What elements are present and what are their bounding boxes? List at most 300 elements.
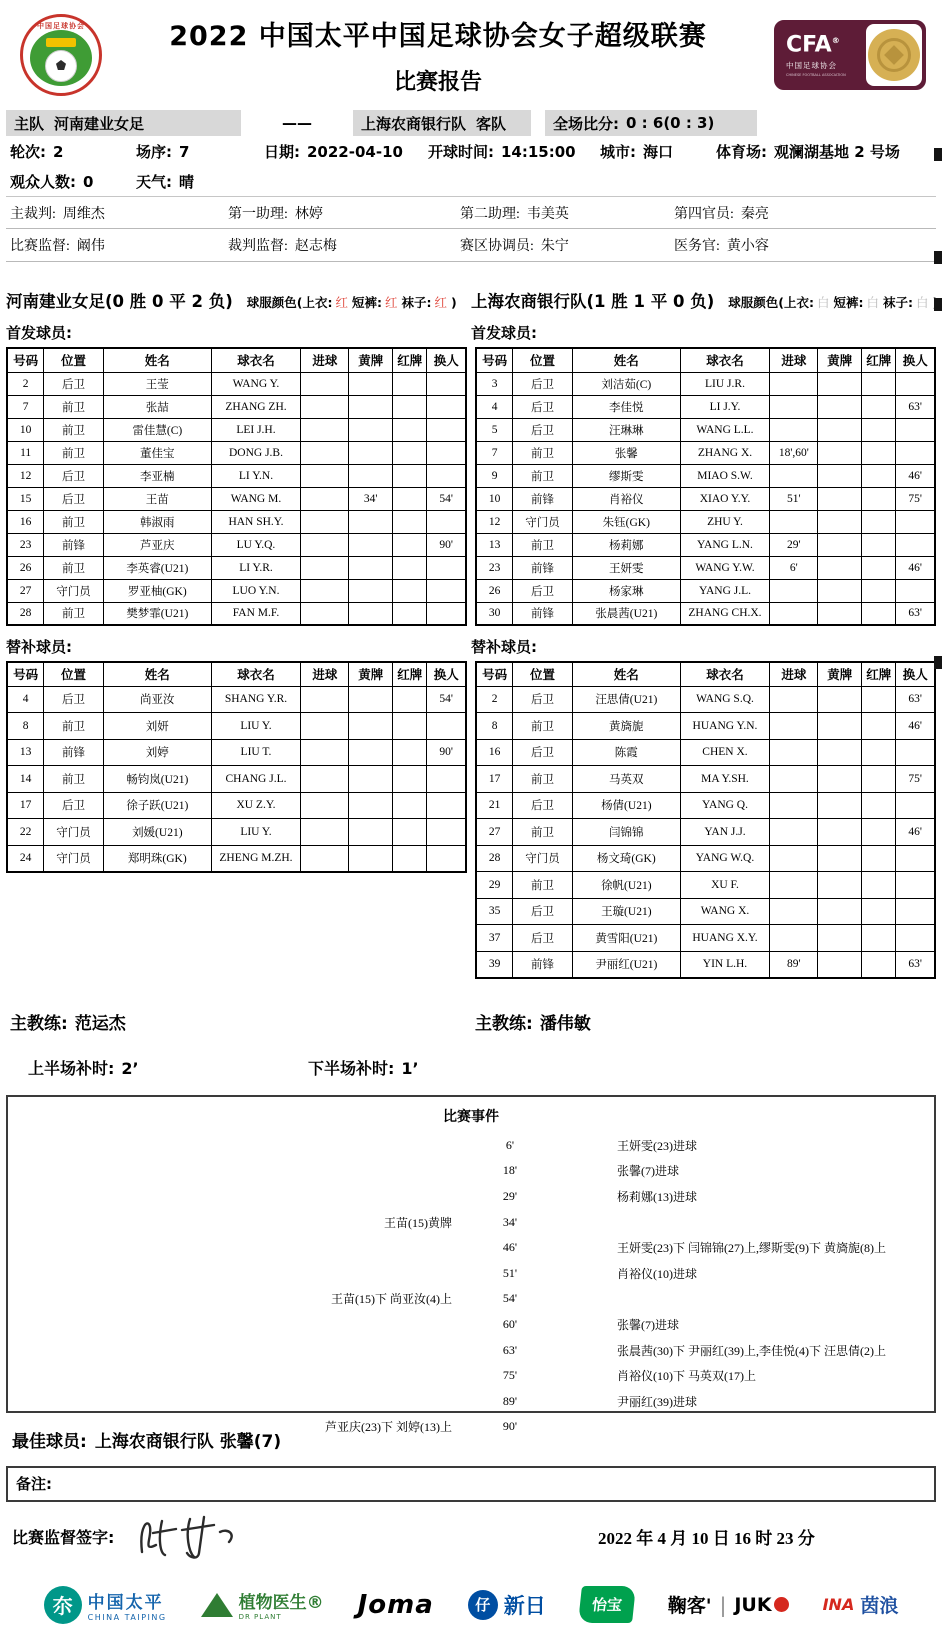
cell-red	[862, 395, 896, 418]
cell-red	[862, 819, 896, 846]
event-minute: 34'	[502, 1214, 518, 1229]
player-row	[476, 686, 935, 713]
cell-name: 张馨	[572, 441, 680, 464]
cell-no: 23	[7, 533, 44, 556]
player-row	[476, 819, 935, 846]
sponsor-strip	[6, 1574, 936, 1636]
cell-yellow	[349, 418, 393, 441]
china-fa-badge-icon	[20, 14, 102, 96]
cell-sub	[896, 418, 935, 441]
cell-goal	[770, 792, 818, 819]
away-label: 客队	[476, 114, 507, 133]
cell-red	[862, 441, 896, 464]
cell-sub	[427, 441, 466, 464]
cell-yellow	[349, 579, 393, 602]
cell-sub: 63'	[896, 951, 935, 978]
cell-jersey: WANG M.	[211, 487, 301, 510]
cell-jersey: MIAO S.W.	[680, 464, 770, 487]
home-team-header	[6, 288, 471, 312]
cell-sub	[896, 872, 935, 899]
cell-yellow	[349, 556, 393, 579]
cell-pos: 守门员	[513, 845, 573, 872]
cell-red	[862, 579, 896, 602]
cell-sub	[896, 739, 935, 766]
cell-name: 朱钰(GK)	[572, 510, 680, 533]
cell-name: 郑明珠(GK)	[103, 845, 211, 872]
events-list	[8, 1133, 934, 1440]
joma-wordmark: Joma	[357, 1589, 434, 1620]
event-row	[8, 1133, 934, 1159]
cell-red	[862, 845, 896, 872]
event-away: 肖裕仪(10)下 马英双(17)上	[617, 1369, 756, 1384]
cell-jersey: XU F.	[680, 872, 770, 899]
cell-jersey: WANG S.Q.	[680, 686, 770, 713]
player-row	[7, 792, 466, 819]
cell-name: 张晨茜(U21)	[572, 602, 680, 625]
cell-no: 14	[7, 766, 44, 793]
cell-name: 王苗	[103, 487, 211, 510]
cell-name: 芦亚庆	[103, 533, 211, 556]
cfa-rose-panel	[866, 24, 922, 86]
cell-sub	[896, 579, 935, 602]
cell-yellow	[818, 556, 862, 579]
cell-jersey: ZHANG ZH.	[211, 395, 301, 418]
home-team-name: 河南建业女足	[54, 114, 145, 133]
cell-red	[393, 487, 427, 510]
cell-name: 韩淑雨	[103, 510, 211, 533]
player-row	[476, 766, 935, 793]
subs-tables	[6, 661, 936, 979]
event-minute: 46'	[502, 1240, 518, 1255]
score-bar	[545, 110, 757, 136]
match-number: 场序: 7	[136, 142, 190, 161]
cell-red	[393, 464, 427, 487]
cell-sub: 46'	[896, 713, 935, 740]
golden-rose-icon	[868, 29, 920, 81]
cell-goal	[770, 418, 818, 441]
cell-name: 杨家琳	[572, 579, 680, 602]
cell-jersey: YAN J.J.	[680, 819, 770, 846]
signature-label: 比赛监督签字:	[12, 1528, 115, 1547]
drplant-en: DR PLANT	[238, 1613, 282, 1621]
event-minute: 75'	[502, 1368, 518, 1383]
cell-sub: 75'	[896, 487, 935, 510]
yibao-flag: 怡宝	[578, 1586, 636, 1623]
cell-goal	[301, 510, 349, 533]
player-row	[7, 602, 466, 625]
cell-no: 12	[7, 464, 44, 487]
column-header: 球衣名	[211, 348, 301, 372]
cell-sub	[427, 418, 466, 441]
cell-yellow	[818, 739, 862, 766]
cell-yellow	[349, 533, 393, 556]
cell-name: 黄雪阳(U21)	[572, 925, 680, 952]
cell-red	[393, 713, 427, 740]
event-away: 张馨(7)进球	[617, 1317, 679, 1332]
cell-red	[393, 533, 427, 556]
event-minute: 54'	[502, 1291, 518, 1306]
kickoff-time: 开球时间: 14:15:00	[428, 142, 576, 161]
sponsor-logo-xinri	[468, 1590, 546, 1620]
column-header: 黄牌	[349, 348, 393, 372]
player-row	[476, 925, 935, 952]
cell-no: 35	[476, 898, 513, 925]
cell-jersey: YANG Q.	[680, 792, 770, 819]
cell-goal	[301, 713, 349, 740]
cell-pos: 前锋	[513, 487, 573, 510]
cell-pos: 前卫	[513, 766, 573, 793]
badge-arc-text: 中国足球协会	[37, 22, 85, 30]
event-away: 王妍雯(23)下 闫锦锦(27)上,缪斯雯(9)下 黄旖旎(8)上	[617, 1241, 886, 1256]
cell-jersey: LI J.Y.	[680, 395, 770, 418]
stadium: 体育场: 观澜湖基地 2 号场	[716, 142, 900, 161]
cell-jersey: FAN M.F.	[211, 602, 301, 625]
cell-pos: 后卫	[513, 579, 573, 602]
cell-goal	[301, 487, 349, 510]
column-header: 号码	[476, 662, 513, 686]
cell-name: 马英双	[572, 766, 680, 793]
cell-jersey: ZHANG CH.X.	[680, 602, 770, 625]
event-row	[8, 1184, 934, 1210]
cell-no: 8	[476, 713, 513, 740]
cell-goal	[301, 372, 349, 395]
cell-sub: 63'	[896, 395, 935, 418]
event-minute: 51'	[502, 1265, 518, 1280]
cell-jersey: CHEN X.	[680, 739, 770, 766]
away-team-name: 上海农商银行队	[361, 114, 467, 133]
match-events-box	[6, 1095, 936, 1435]
sponsor-logo-juke	[668, 1591, 789, 1618]
commissioner-signature	[132, 1508, 272, 1566]
column-header: 换人	[896, 662, 935, 686]
player-row	[7, 487, 466, 510]
cell-goal: 18',60'	[770, 441, 818, 464]
player-row	[476, 872, 935, 899]
score-label: 全场比分:	[553, 114, 619, 133]
player-row	[476, 739, 935, 766]
cell-goal	[301, 819, 349, 846]
cell-sub	[427, 766, 466, 793]
team-headers	[6, 288, 936, 312]
cell-pos: 前卫	[513, 819, 573, 846]
home-team-record: 河南建业女足(0 胜 0 平 2 负)	[6, 292, 233, 311]
cell-jersey: LI Y.R.	[211, 556, 301, 579]
cell-pos: 前卫	[513, 464, 573, 487]
cell-name: 王妍雯	[572, 556, 680, 579]
cell-goal: 29'	[770, 533, 818, 556]
signature-section	[6, 1508, 936, 1566]
cell-red	[862, 713, 896, 740]
player-row	[476, 898, 935, 925]
ina-en: INA	[822, 1595, 855, 1614]
cell-red	[393, 602, 427, 625]
match-commissioner: 比赛监督: 阚伟	[10, 239, 105, 254]
cell-yellow	[818, 686, 862, 713]
cell-red	[862, 418, 896, 441]
report-titles	[102, 14, 774, 96]
cell-no: 5	[476, 418, 513, 441]
cell-yellow	[818, 925, 862, 952]
cell-pos: 守门员	[513, 510, 573, 533]
cell-goal	[770, 372, 818, 395]
cell-pos: 前卫	[44, 441, 104, 464]
player-row	[7, 441, 466, 464]
cell-no: 3	[476, 372, 513, 395]
event-home: 王苗(15)黄牌	[384, 1215, 452, 1230]
player-row	[7, 533, 466, 556]
cell-no: 37	[476, 925, 513, 952]
event-home: 王苗(15)下 尚亚汝(4)上	[331, 1292, 452, 1307]
away-team-record: 上海农商银行队(1 胜 1 平 0 负)	[471, 292, 715, 311]
cell-yellow	[349, 766, 393, 793]
cell-jersey: LEI J.H.	[211, 418, 301, 441]
drplant-mountain-icon	[201, 1593, 233, 1617]
home-coach: 主教练: 范运杰	[10, 1013, 126, 1034]
event-row	[8, 1312, 934, 1338]
taiping-en: CHINA TAIPING	[87, 1612, 167, 1622]
cell-no: 11	[7, 441, 44, 464]
final-score: 0 : 6(0 : 3)	[626, 114, 715, 132]
sponsor-logo-joma	[358, 1590, 434, 1620]
player-row	[7, 686, 466, 713]
cell-sub	[896, 898, 935, 925]
cell-pos: 后卫	[513, 898, 573, 925]
cell-pos: 守门员	[44, 845, 104, 872]
cell-red	[862, 556, 896, 579]
event-row	[8, 1158, 934, 1184]
assistant-1: 第一助理: 林婷	[228, 206, 323, 222]
event-minute: 60'	[502, 1316, 518, 1331]
cell-no: 23	[476, 556, 513, 579]
table-header-row	[7, 348, 466, 372]
cell-jersey: LU Y.Q.	[211, 533, 301, 556]
cell-pos: 守门员	[44, 819, 104, 846]
cell-yellow	[818, 464, 862, 487]
column-header: 红牌	[393, 348, 427, 372]
cell-jersey: WANG L.L.	[680, 418, 770, 441]
cell-no: 10	[476, 487, 513, 510]
away-team-header	[471, 288, 938, 312]
cell-red	[393, 395, 427, 418]
event-away: 张晨茜(30)下 尹丽红(39)上,李佳悦(4)下 汪思倩(2)上	[617, 1343, 886, 1358]
home-starters-table	[6, 347, 467, 626]
cell-pos: 后卫	[513, 925, 573, 952]
cell-jersey: YANG W.Q.	[680, 845, 770, 872]
cell-no: 7	[476, 441, 513, 464]
cell-goal	[301, 602, 349, 625]
player-row	[476, 602, 935, 625]
venue-coordinator: 赛区协调员: 朱宁	[460, 239, 569, 254]
cell-goal	[770, 845, 818, 872]
away-starters-table	[475, 347, 936, 626]
cell-pos: 后卫	[513, 418, 573, 441]
cell-sub	[427, 464, 466, 487]
cell-pos: 前锋	[513, 556, 573, 579]
match-info-row-1	[6, 136, 936, 166]
column-header: 姓名	[572, 662, 680, 686]
cell-no: 39	[476, 951, 513, 978]
cell-pos: 前锋	[44, 533, 104, 556]
cell-jersey: HUANG X.Y.	[680, 925, 770, 952]
player-row	[476, 372, 935, 395]
cell-red	[862, 487, 896, 510]
cell-name: 罗亚柚(GK)	[103, 579, 211, 602]
versus-dash: ——	[282, 114, 312, 132]
column-header: 姓名	[103, 662, 211, 686]
cell-jersey: XIAO Y.Y.	[680, 487, 770, 510]
column-header: 进球	[301, 348, 349, 372]
match-date: 日期: 2022-04-10	[264, 142, 403, 161]
report-datetime: 2022 年 4 月 10 日 16 时 23 分	[598, 1529, 815, 1548]
cell-sub	[427, 845, 466, 872]
column-header: 红牌	[862, 348, 896, 372]
cell-name: 王璇(U21)	[572, 898, 680, 925]
home-label: 主队	[14, 114, 45, 133]
cell-yellow	[818, 510, 862, 533]
referee: 主裁判: 周维杰	[10, 206, 105, 222]
cell-sub	[896, 510, 935, 533]
cell-red	[862, 792, 896, 819]
table-header-row	[7, 662, 466, 686]
report-header	[6, 0, 936, 106]
cell-jersey: ZHU Y.	[680, 510, 770, 533]
cell-jersey: YIN L.H.	[680, 951, 770, 978]
scan-artifact	[934, 251, 942, 264]
cell-no: 26	[7, 556, 44, 579]
player-row	[476, 845, 935, 872]
cell-name: 董佳宝	[103, 441, 211, 464]
cell-no: 17	[7, 792, 44, 819]
attendance: 观众人数: 0	[10, 172, 94, 191]
column-header: 红牌	[862, 662, 896, 686]
cell-goal	[770, 898, 818, 925]
column-header: 换人	[427, 348, 466, 372]
cell-pos: 前卫	[44, 766, 104, 793]
event-minute: 6'	[505, 1137, 515, 1152]
starters-tables	[6, 347, 936, 626]
drplant-cn: 植物医生®	[238, 1593, 324, 1613]
cell-name: 李佳悦	[572, 395, 680, 418]
player-row	[476, 556, 935, 579]
cell-red	[862, 686, 896, 713]
cell-yellow	[349, 845, 393, 872]
column-header: 换人	[896, 348, 935, 372]
cell-red	[393, 766, 427, 793]
cell-yellow	[818, 395, 862, 418]
medical-officer: 医务官: 黄小容	[674, 239, 769, 254]
away-subs-label: 替补球员:	[471, 638, 537, 656]
coaches-row	[6, 1009, 936, 1034]
cell-goal	[770, 602, 818, 625]
cell-jersey: MA Y.SH.	[680, 766, 770, 793]
cell-sub: 54'	[427, 487, 466, 510]
cell-jersey: LIU T.	[211, 739, 301, 766]
cfa-cn-text: 中国足球协会	[786, 61, 837, 71]
cell-pos: 后卫	[513, 686, 573, 713]
column-header: 位置	[44, 662, 104, 686]
best-player-value: 上海农商银行队 张馨(7)	[94, 1431, 282, 1452]
cell-jersey: HUANG Y.N.	[680, 713, 770, 740]
cell-no: 17	[476, 766, 513, 793]
cell-pos: 前卫	[44, 602, 104, 625]
cell-red	[393, 792, 427, 819]
cell-pos: 前卫	[513, 872, 573, 899]
cell-yellow	[818, 713, 862, 740]
cell-goal	[301, 464, 349, 487]
cell-yellow	[349, 739, 393, 766]
cell-yellow: 34'	[349, 487, 393, 510]
cell-name: 黄旖旎	[572, 713, 680, 740]
column-header: 位置	[513, 662, 573, 686]
cell-pos: 前卫	[44, 395, 104, 418]
cell-goal	[770, 766, 818, 793]
fourth-official: 第四官员: 秦亮	[674, 206, 769, 222]
column-header: 黄牌	[349, 662, 393, 686]
cell-no: 27	[476, 819, 513, 846]
cell-jersey: DONG J.B.	[211, 441, 301, 464]
cell-no: 21	[476, 792, 513, 819]
cell-goal	[301, 441, 349, 464]
cell-red	[862, 898, 896, 925]
cell-name: 徐子跃(U21)	[103, 792, 211, 819]
scan-artifact	[934, 656, 942, 669]
cell-yellow	[818, 845, 862, 872]
juke-red-dot	[774, 1597, 789, 1612]
cell-name: 张喆	[103, 395, 211, 418]
cell-sub: 54'	[427, 686, 466, 713]
cell-yellow	[349, 510, 393, 533]
away-starters-label: 首发球员:	[471, 324, 537, 342]
event-row	[8, 1388, 934, 1414]
weather: 天气: 晴	[136, 172, 195, 191]
event-row	[8, 1260, 934, 1286]
cell-red	[862, 510, 896, 533]
officials-row-1	[6, 196, 936, 229]
cell-red	[393, 372, 427, 395]
second-half-stoppage: 下半场补时: 1’	[308, 1058, 419, 1078]
cell-red	[393, 418, 427, 441]
cell-jersey: ZHENG M.ZH.	[211, 845, 301, 872]
player-row	[7, 713, 466, 740]
juke-cn: 鞠客'	[667, 1595, 712, 1617]
cell-goal: 6'	[770, 556, 818, 579]
table-header-row	[476, 662, 935, 686]
away-subs-table	[475, 661, 936, 979]
taiping-cn: 中国太平	[87, 1592, 164, 1613]
cell-no: 8	[7, 713, 44, 740]
event-row	[8, 1337, 934, 1363]
player-row	[476, 579, 935, 602]
cell-sub	[427, 819, 466, 846]
cell-pos: 前锋	[513, 602, 573, 625]
cell-jersey: LIU J.R.	[680, 372, 770, 395]
cell-no: 29	[476, 872, 513, 899]
cell-pos: 后卫	[513, 792, 573, 819]
cell-no: 4	[7, 686, 44, 713]
match-bar	[6, 110, 936, 136]
cell-sub: 46'	[896, 464, 935, 487]
sponsor-logo-ina	[823, 1591, 899, 1618]
event-row	[8, 1286, 934, 1312]
column-header: 球衣名	[680, 662, 770, 686]
player-row	[7, 556, 466, 579]
cell-jersey: XU Z.Y.	[211, 792, 301, 819]
event-away: 肖裕仪(10)进球	[617, 1266, 697, 1281]
cell-pos: 守门员	[44, 579, 104, 602]
column-header: 红牌	[393, 662, 427, 686]
player-row	[476, 792, 935, 819]
cell-goal	[770, 872, 818, 899]
